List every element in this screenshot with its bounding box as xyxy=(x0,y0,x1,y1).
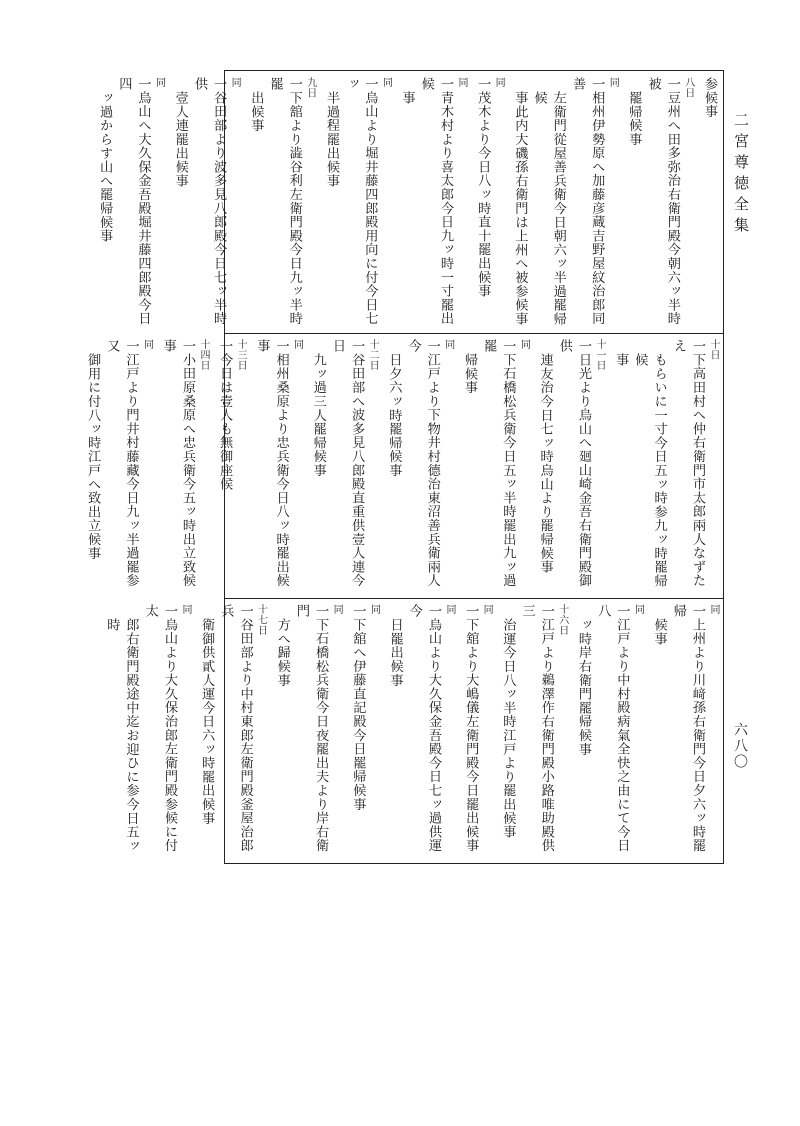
entry-line: 一青木村より喜太郎今日九ッ時一寸罷出候 xyxy=(418,77,453,326)
entry-line: 一烏山より堀井藤四郎殿用向に付今日七ッ xyxy=(343,77,378,326)
entry-line: 一日光より烏山へ廻山崎金吾右衛門殿御供 xyxy=(556,339,591,588)
entry-date: 十日 xyxy=(708,339,719,361)
diary-entry xyxy=(385,604,455,860)
entry-line: 郎右衛門殿途中迄お迎ひに参今日五ッ時 xyxy=(104,618,139,853)
diary-entry xyxy=(700,77,719,329)
entry-date: 十七日 xyxy=(255,604,267,636)
entry-line: ッ過からす山へ罷帰候事 xyxy=(97,91,113,243)
entry-line: 一下石橋松兵衛今日五ッ半時罷出九ッ過罷 xyxy=(481,339,516,588)
entry-line: 事 xyxy=(613,353,629,367)
entry-line: 方へ歸候事 xyxy=(274,618,290,687)
entry-line: 衛御供貳人運今日六ッ時罷出候事 xyxy=(199,618,215,825)
entry-date: 同 xyxy=(331,604,343,615)
entry-date: 同 xyxy=(153,77,165,88)
entry-date: 八日 xyxy=(682,77,694,99)
diary-entry xyxy=(252,339,302,594)
panel-divider xyxy=(225,598,723,599)
entry-line: 御用に付八ッ時江戸へ致出立候事 xyxy=(85,353,101,560)
entry-line: 一今日は壹人も無御座候 xyxy=(217,339,233,491)
entry-date: 同 xyxy=(481,604,493,615)
text-panel-middle xyxy=(85,339,719,594)
entry-line: 参候事 xyxy=(702,77,717,119)
entry-line: ッ時岸右衛門罷帰候事 xyxy=(575,618,591,756)
diary-entry xyxy=(246,77,316,329)
entry-date: 同 xyxy=(632,604,644,615)
entry-line: 事 xyxy=(399,91,415,105)
entry-date: 同 xyxy=(179,604,191,615)
diary-entry xyxy=(215,339,246,594)
page-number: 六八〇 xyxy=(732,722,748,770)
text-panel-top xyxy=(97,77,719,329)
diary-entry xyxy=(473,77,504,329)
entry-line: 一谷田部より波多見八郎殿今日七ッ半時供 xyxy=(191,77,227,326)
text-frame xyxy=(85,70,724,864)
entry-line: 一下舘へ伊藤直記殿今日罷帰候事 xyxy=(350,604,366,811)
entry-line: 半過程罷出候事 xyxy=(323,91,339,188)
diary-entry xyxy=(102,604,191,860)
diary-entry xyxy=(624,77,694,329)
entry-line: 一江戸より門井村藤藏今日九ッ半過罷参又 xyxy=(104,339,139,588)
entry-line: 左衛門從屋善兵衛今日朝六ッ半過罷帰候 xyxy=(531,91,566,326)
entry-line: 一下舘より大嶋儀左衛門殿今日罷出候事 xyxy=(463,604,479,853)
running-title: 二宮尊徳全集 xyxy=(732,112,750,238)
diary-entry xyxy=(461,604,492,860)
diary-entry xyxy=(197,604,267,860)
entry-line: 一谷田部より中村東郎左衛門殿釜屋治郎兵 xyxy=(218,604,253,853)
entry-line: 帰候事 xyxy=(461,353,477,395)
entry-line: 一江戸より下物井村德治東沼善兵衛兩人今 xyxy=(405,339,440,588)
entry-line: 一下石橋松兵衛今日夜罷出夫より岸右衛門 xyxy=(293,604,329,853)
diary-entry xyxy=(397,77,467,329)
diary-entry xyxy=(171,77,241,329)
diary-entry xyxy=(95,77,165,329)
entry-line: 一烏山より大久保金吾殿今日七ッ過供運今 xyxy=(406,604,441,853)
diary-entry xyxy=(649,604,719,860)
entry-line: 一江戸より鵜澤作右衛門殿小路唯助殿供三 xyxy=(519,604,554,853)
entry-date: 同 xyxy=(443,604,455,615)
entry-date: 同 xyxy=(493,77,505,88)
diary-entry xyxy=(348,604,379,860)
diary-entry xyxy=(611,339,719,594)
entry-line: 一相州伊勢原へ加藤彦蔵吉野屋紋治郎同善 xyxy=(569,77,605,326)
entry-date: 十四日 xyxy=(197,339,209,371)
entry-line: 出候事 xyxy=(248,91,264,133)
entry-date: 同 xyxy=(518,339,530,350)
entry-date: 十二日 xyxy=(367,339,379,371)
entry-line: 日罷出候事 xyxy=(387,618,403,687)
diary-entry xyxy=(498,604,568,860)
diary-entry xyxy=(159,339,209,594)
diary-entry xyxy=(83,339,153,594)
diary-entry xyxy=(384,339,454,594)
entry-line: もらいに一寸今日五ッ時参九ッ時罷帰候 xyxy=(632,353,667,588)
entry-date: 同 xyxy=(380,77,392,88)
diary-entry xyxy=(309,339,379,594)
entry-line: 壹人連罷出候事 xyxy=(172,91,188,188)
entry-line: 九ッ過三人罷帰候事 xyxy=(310,353,326,478)
entry-date: 同 xyxy=(368,604,380,615)
entry-date: 同 xyxy=(291,339,303,350)
entry-line: 治運今日八ッ半時江戸より罷出候事 xyxy=(500,618,516,839)
entry-date: 同 xyxy=(607,77,619,88)
entry-line: 一谷田部へ波多見八郎殿直重供壹人連今日 xyxy=(329,339,365,588)
entry-line: 罷帰候事 xyxy=(626,91,642,147)
panel-divider xyxy=(225,333,723,334)
entry-line: 一茂木より今日八ッ時直十罷出候事 xyxy=(475,77,491,298)
text-panel-bottom xyxy=(104,604,719,860)
entry-date: 九日 xyxy=(304,77,316,99)
entry-line: 一下高田村へ仲右衛門市太郎兩人なずたえ xyxy=(670,339,705,588)
entry-line: 一相州桑原より忠兵衛今日八ッ時罷出候事 xyxy=(254,339,289,588)
diary-entry xyxy=(574,604,644,860)
diary-entry xyxy=(460,339,530,594)
entry-line: 日夕六ッ時罷帰候事 xyxy=(386,353,402,478)
entry-date: 同 xyxy=(141,339,153,350)
entry-line: 一江戸より中村殿病氣全快之由にて今日八 xyxy=(595,604,630,853)
entry-line: 一豆州へ田多弥治右衛門殿今朝六ッ半時被 xyxy=(645,77,680,326)
entry-line: 連友治今日七ッ時烏山より罷帰候事 xyxy=(537,353,553,574)
entry-line: 一小田原桑原へ忠兵衛今五ッ時出立致候事 xyxy=(160,339,195,588)
entry-line: 一上州より川﨑孫右衛門今日夕六ッ時罷帰 xyxy=(670,604,705,853)
entry-line: 事此内大磯孫右衛門は上州へ被参候事 xyxy=(512,91,528,326)
entry-date: 同 xyxy=(455,77,467,88)
entry-date: 同 xyxy=(442,339,454,350)
entry-date: 十三日 xyxy=(235,339,247,371)
entry-date: 十六日 xyxy=(556,604,568,636)
diary-entry xyxy=(510,77,618,329)
diary-entry xyxy=(322,77,392,329)
entry-date: 同 xyxy=(708,604,719,615)
diary-entry xyxy=(535,339,605,594)
entry-line: 一烏山より大久保治郎左衛門殿参候に付太 xyxy=(142,604,177,853)
entry-date: 十一日 xyxy=(593,339,605,371)
entry-line: 一烏山へ大久保金吾殿堀井藤四郎殿今日四 xyxy=(116,77,151,326)
entry-line: 一下舘より澁谷利左衛門殿今日九ッ半時罷 xyxy=(267,77,302,326)
entry-date: 同 xyxy=(229,77,241,88)
entry-line: 候事 xyxy=(651,618,667,646)
diary-entry xyxy=(273,604,343,860)
